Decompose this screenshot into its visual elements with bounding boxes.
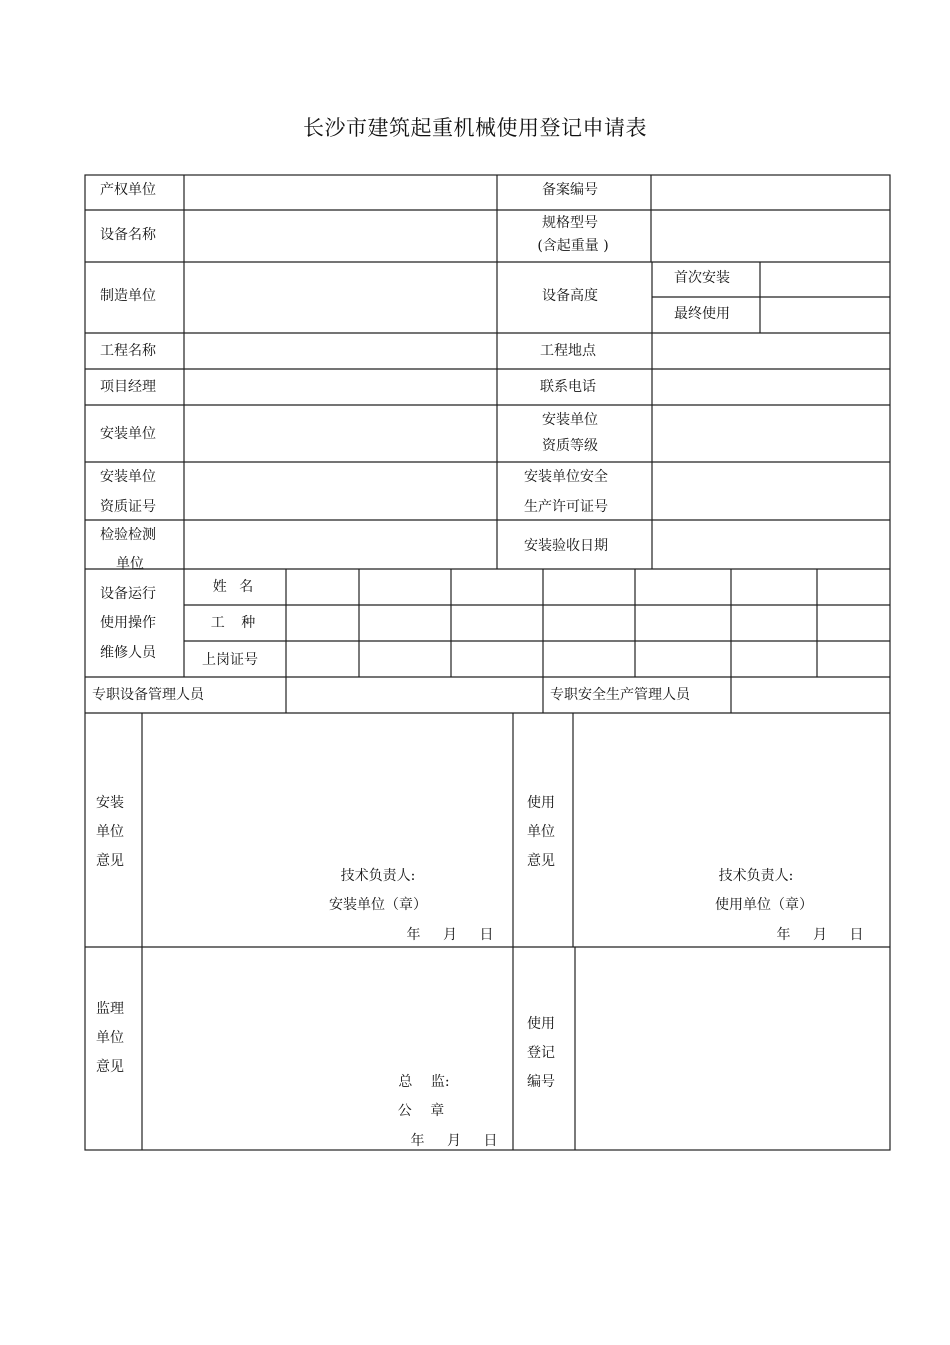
safety-manager-field[interactable] <box>732 678 889 712</box>
label-device-manager: 专职设备管理人员 <box>92 687 204 703</box>
label-operators-3: 维修人员 <box>100 645 156 661</box>
personnel-name-cell[interactable] <box>732 570 816 604</box>
label-use-opinion-1: 使用 <box>527 795 555 811</box>
acceptance-date-field[interactable] <box>653 521 889 568</box>
label-operators-2: 使用操作 <box>100 615 156 631</box>
label-person-name: 姓 名 <box>212 579 254 595</box>
personnel-cert-cell[interactable] <box>452 642 542 676</box>
personnel-cert-cell[interactable] <box>636 642 730 676</box>
label-registration-3: 编号 <box>527 1074 555 1090</box>
label-install-opinion-3: 意见 <box>96 853 124 869</box>
label-project-location: 工程地点 <box>540 343 596 359</box>
label-use-opinion-3: 意见 <box>527 853 555 869</box>
label-registration-1: 使用 <box>527 1016 555 1032</box>
official-seal-label: 公 章 <box>397 1103 445 1119</box>
install-qual-level-field[interactable] <box>653 406 889 461</box>
label-project-name: 工程名称 <box>100 343 156 359</box>
install-unit-field[interactable] <box>185 406 496 461</box>
install-cert-no-field[interactable] <box>185 463 496 519</box>
label-supervision-1: 监理 <box>96 1001 124 1017</box>
label-device-height: 设备高度 <box>542 288 598 304</box>
use-date-label: 年 月 日 <box>776 927 864 943</box>
manufacturer-field[interactable] <box>185 263 496 332</box>
label-supervision-3: 意见 <box>96 1059 124 1075</box>
install-tech-lead-label: 技术负责人: <box>340 868 416 884</box>
personnel-trade-cell[interactable] <box>818 606 889 640</box>
device-name-field[interactable] <box>185 211 496 261</box>
personnel-name-cell[interactable] <box>544 570 634 604</box>
label-post-cert: 上岗证号 <box>202 652 258 668</box>
supervision-opinion-area[interactable] <box>143 948 512 1149</box>
use-tech-lead-label: 技术负责人: <box>718 868 794 884</box>
label-install-cert-2: 资质证号 <box>100 499 156 515</box>
project-manager-field[interactable] <box>185 370 496 404</box>
label-record-no: 备案编号 <box>542 182 598 198</box>
chief-supervisor-label: 总 监: <box>398 1074 450 1090</box>
label-install-qual-1: 安装单位 <box>542 412 598 428</box>
label-acceptance-date: 安装验收日期 <box>524 538 608 554</box>
label-safety-license-2: 生产许可证号 <box>524 499 608 515</box>
label-inspect-unit-2: 单位 <box>116 556 144 572</box>
personnel-trade-cell[interactable] <box>544 606 634 640</box>
personnel-cert-cell[interactable] <box>360 642 450 676</box>
label-install-qual-2: 资质等级 <box>542 438 598 454</box>
personnel-name-cell[interactable] <box>818 570 889 604</box>
first-install-height-field[interactable] <box>761 263 889 296</box>
personnel-cert-cell[interactable] <box>287 642 358 676</box>
record-no-field[interactable] <box>652 176 889 209</box>
label-device-name: 设备名称 <box>100 227 156 243</box>
personnel-name-cell[interactable] <box>636 570 730 604</box>
personnel-trade-cell[interactable] <box>636 606 730 640</box>
personnel-trade-cell[interactable] <box>452 606 542 640</box>
label-inspect-unit-1: 检验检测 <box>100 527 156 543</box>
personnel-cert-cell[interactable] <box>732 642 816 676</box>
install-date-label: 年 月 日 <box>406 927 494 943</box>
device-manager-field[interactable] <box>287 678 542 712</box>
label-registration-2: 登记 <box>527 1045 555 1061</box>
use-seal-label: 使用单位（章） <box>715 897 813 913</box>
install-opinion-area[interactable] <box>143 714 512 946</box>
personnel-trade-cell[interactable] <box>360 606 450 640</box>
supervision-date-label: 年 月 日 <box>410 1133 498 1149</box>
label-project-manager: 项目经理 <box>100 379 156 395</box>
form-title: 长沙市建筑起重机械使用登记申请表 <box>303 116 647 140</box>
spec-model-field[interactable] <box>652 211 889 261</box>
label-person-trade: 工 种 <box>210 615 256 631</box>
inspect-unit-field[interactable] <box>185 521 496 568</box>
label-install-opinion-1: 安装 <box>96 795 124 811</box>
label-manufacturer: 制造单位 <box>100 288 156 304</box>
label-contact-phone: 联系电话 <box>540 379 596 395</box>
project-name-field[interactable] <box>185 334 496 368</box>
contact-phone-field[interactable] <box>653 370 889 404</box>
label-final-use: 最终使用 <box>674 306 730 322</box>
label-safety-manager: 专职安全生产管理人员 <box>550 687 690 703</box>
install-seal-label: 安装单位（章） <box>329 897 427 913</box>
label-use-opinion-2: 单位 <box>527 824 555 840</box>
personnel-name-cell[interactable] <box>287 570 358 604</box>
personnel-name-cell[interactable] <box>360 570 450 604</box>
personnel-cert-cell[interactable] <box>818 642 889 676</box>
safety-license-no-field[interactable] <box>653 463 889 519</box>
personnel-trade-cell[interactable] <box>732 606 816 640</box>
personnel-trade-cell[interactable] <box>287 606 358 640</box>
label-install-opinion-2: 单位 <box>96 824 124 840</box>
label-supervision-2: 单位 <box>96 1030 124 1046</box>
label-operators-1: 设备运行 <box>100 586 156 602</box>
label-spec-model: 规格型号 <box>542 215 598 231</box>
final-use-height-field[interactable] <box>761 298 889 332</box>
owner-unit-field[interactable] <box>185 176 496 209</box>
personnel-cert-cell[interactable] <box>544 642 634 676</box>
personnel-name-cell[interactable] <box>452 570 542 604</box>
label-owner-unit: 产权单位 <box>100 182 156 198</box>
label-spec-model-sub: (含起重量 ) <box>537 238 609 254</box>
label-install-unit: 安装单位 <box>100 426 156 442</box>
label-first-install: 首次安装 <box>674 270 730 286</box>
project-location-field[interactable] <box>653 334 889 368</box>
registration-no-area[interactable] <box>576 948 889 1149</box>
label-safety-license-1: 安装单位安全 <box>524 469 608 485</box>
label-install-cert-1: 安装单位 <box>100 469 156 485</box>
